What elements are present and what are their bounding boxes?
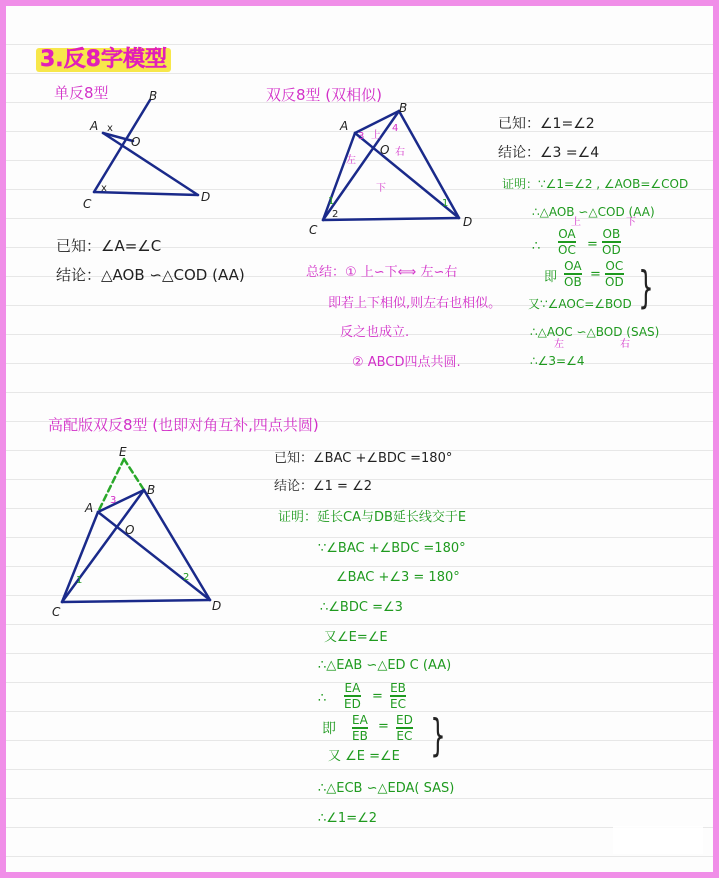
point-B: B <box>147 483 156 497</box>
frac-oa-ob <box>564 260 582 288</box>
equals-sign: = <box>378 719 389 734</box>
section3-conclusion: 结论：∠1 = ∠2 <box>274 479 373 494</box>
frac-den: ED <box>344 696 361 711</box>
frac-ea-eb <box>352 714 368 742</box>
frac-num: OB <box>602 227 621 241</box>
segment-AD <box>98 512 210 600</box>
dashed-EB <box>124 459 144 490</box>
section1-conclusion: 结论：△AOB ∽△COD (AA) <box>56 266 245 284</box>
section2-proof-6-right: 右 <box>620 339 630 350</box>
segment-AC <box>62 512 98 602</box>
angle-1: 1 <box>328 196 335 207</box>
point-C: C <box>83 197 92 211</box>
angle-2: 2 <box>332 209 339 220</box>
angle-1-D: 1 <box>442 198 449 209</box>
brace: } <box>638 262 654 313</box>
point-A: A <box>340 119 349 133</box>
section2-given: 已知：∠1=∠2 <box>498 116 595 132</box>
section3-proof-7-prefix: 即 <box>322 721 336 737</box>
section3-given: 已知：∠BAC +∠BDC =180° <box>274 451 453 466</box>
frac-num: OA <box>558 227 576 241</box>
page-title: 3.反8字模型 <box>36 48 171 72</box>
section2-proof-1: 证明：∵∠1=∠2 , ∠AOB=∠COD <box>502 177 689 191</box>
point-D: D <box>212 599 222 613</box>
segment-CD <box>323 218 459 220</box>
point-A: A <box>85 501 94 515</box>
section3-proof-head: 证明：延长CA与DB延长线交于E <box>278 510 467 525</box>
frac-num: ED <box>396 713 413 727</box>
region-top: 上 <box>371 130 381 141</box>
frac-ed-ec <box>396 714 413 742</box>
summary-3: 反之也成立. <box>340 325 410 340</box>
frac-eb-ec <box>390 682 406 710</box>
point-C: C <box>52 605 61 619</box>
segment-BD <box>144 490 210 600</box>
section2-proof-3-prefix: ∴ <box>532 239 541 254</box>
frac-den: OC <box>558 242 576 257</box>
frac-den: EB <box>352 728 368 743</box>
equals-sign: = <box>372 689 383 704</box>
point-B: B <box>149 89 158 103</box>
point-O: O <box>125 523 135 537</box>
section1-heading: 单反8型 <box>54 84 109 102</box>
frac-ob-od <box>602 228 621 256</box>
figure-single-reverse-8 <box>94 100 198 195</box>
segment-BC <box>94 100 150 192</box>
point-O: O <box>131 135 141 149</box>
frac-num: OA <box>564 259 582 273</box>
segment-CD <box>62 600 210 602</box>
section3-proof-4: 又∠E=∠E <box>324 630 388 645</box>
section2-proof-2-up: 上 <box>571 217 581 228</box>
section3-proof-8: 又 ∠E =∠E <box>328 749 400 764</box>
frac-den: EC <box>390 696 406 711</box>
angle-4: 4 <box>392 123 399 134</box>
equals-sign: = <box>590 267 601 282</box>
segment-BC <box>62 490 144 602</box>
angle-3: 3 <box>358 131 365 142</box>
watermark-cover <box>613 826 703 854</box>
point-A: A <box>90 119 99 133</box>
section2-proof-5: 又∵∠AOC=∠BOD <box>528 297 632 311</box>
region-left: 左 <box>346 155 356 166</box>
segment-BC <box>323 111 399 220</box>
section2-proof-7: ∴∠3=∠4 <box>530 354 585 368</box>
frac-den: OD <box>602 242 621 257</box>
point-O: O <box>380 143 390 157</box>
section2-proof-2: ∴△AOB ∽△COD (AA) <box>532 205 655 219</box>
section2-proof-4-prefix: 即 <box>544 270 558 285</box>
brace: } <box>430 710 446 761</box>
section2-heading: 双反8型 (双相似) <box>266 86 383 104</box>
point-B: B <box>399 101 408 115</box>
point-C: C <box>309 223 318 237</box>
frac-oc-od <box>605 260 624 288</box>
segment-CD <box>94 192 198 195</box>
angle-3: 3 <box>110 495 117 506</box>
frac-ea-ed <box>344 682 361 710</box>
section3-proof-5: ∴△EAB ∽△ED C (AA) <box>318 658 452 673</box>
point-D: D <box>201 190 211 204</box>
angle-mark-A: x <box>107 123 113 134</box>
summary-1: 总结：① 上∽下⟺ 左∽右 <box>306 265 458 280</box>
angle-2: 2 <box>183 572 190 583</box>
section3-proof-10: ∴∠1=∠2 <box>318 811 378 826</box>
angle-1: 1 <box>76 575 83 586</box>
summary-4: ② ABCD四点共圆. <box>352 355 461 370</box>
section1-given: 已知：∠A=∠C <box>56 237 162 255</box>
frac-den: OD <box>605 274 624 289</box>
frac-num: EB <box>390 681 406 695</box>
frac-den: EC <box>396 728 413 743</box>
equals-sign: = <box>587 237 598 252</box>
section2-conclusion: 结论：∠3 =∠4 <box>498 145 600 161</box>
region-right: 右 <box>395 147 405 158</box>
region-bottom: 下 <box>376 183 386 194</box>
section2-proof-6: ∴△AOC ∽△BOD (SAS) <box>530 325 660 339</box>
segment-BD <box>399 111 459 218</box>
point-E: E <box>119 445 127 459</box>
section3-proof-6-prefix: ∴ <box>318 691 327 706</box>
point-D: D <box>463 215 473 229</box>
frac-den: OB <box>564 274 582 289</box>
frac-num: OC <box>605 259 624 273</box>
section3-proof-9: ∴△ECB ∽△EDA( SAS) <box>318 781 455 796</box>
section3-proof-3: ∴∠BDC =∠3 <box>320 600 403 615</box>
section2-proof-2-down: 下 <box>626 217 636 228</box>
frac-num: EA <box>344 681 361 695</box>
angle-mark-C: x <box>101 183 107 194</box>
segment-AD <box>103 133 198 195</box>
section3-proof-1: ∵∠BAC +∠BDC =180° <box>318 541 466 556</box>
section2-proof-6-left: 左 <box>554 339 564 350</box>
section3-proof-2: ∠BAC +∠3 = 180° <box>336 570 460 585</box>
frac-oa-oc <box>558 228 576 256</box>
summary-2: 即若上下相似,则左右也相似。 <box>328 296 502 311</box>
frac-num: EA <box>352 713 368 727</box>
section3-heading: 高配版双反8型 (也即对角互补,四点共圆) <box>48 416 319 434</box>
